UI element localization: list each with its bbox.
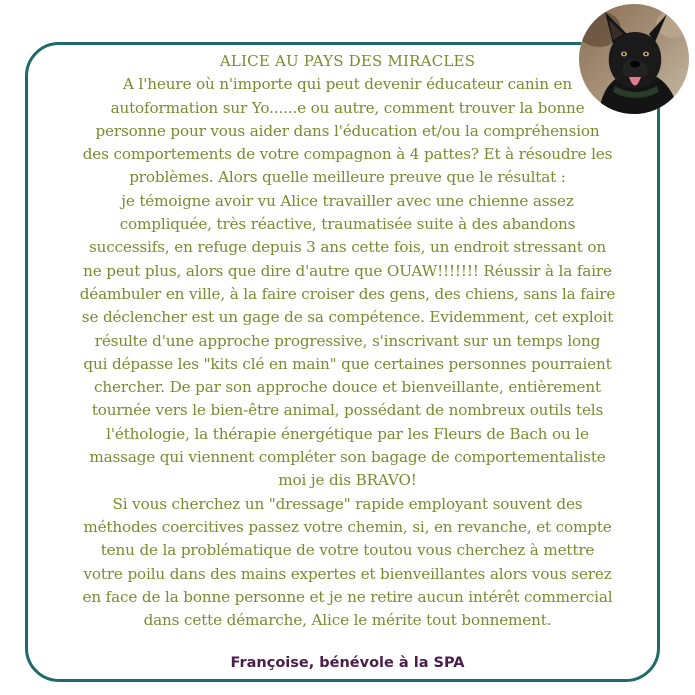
testimonial-line: compliquée, très réactive, traumatisée suite à des abandons <box>119 215 576 234</box>
testimonial-line: déambuler en ville, à la faire croiser des gens, des chiens, sans la faire <box>79 284 616 303</box>
testimonial-line: personne pour vous aider dans l'éducation et/ou la compréhension <box>95 121 600 140</box>
testimonial-line: autoformation sur Yo......e ou autre, comment trouver la bonne <box>110 98 585 117</box>
testimonial-line: A l'heure où n'importe qui peut devenir éducateur canin en <box>123 75 572 94</box>
testimonial-line: problèmes. Alors quelle meilleure preuve que le résultat : <box>129 168 566 187</box>
testimonial-line: des comportements de votre compagnon à 4 pattes? Et à résoudre les <box>82 145 613 164</box>
testimonial-line: résulte d'une approche progressive, s'inscrivant sur un temps long <box>94 331 601 350</box>
testimonial-line: dans cette démarche, Alice le mérite tout bonnement. <box>143 611 552 630</box>
testimonial-line: méthodes coercitives passez votre chemin, si, en revanche, et compte <box>83 517 612 536</box>
testimonial-line: en face de la bonne personne et je ne retire aucun intérêt commercial <box>82 587 613 606</box>
testimonial-line: moi je dis BRAVO! <box>278 471 417 490</box>
testimonial-line: successifs, en refuge depuis 3 ans cette fois, un endroit stressant on <box>88 238 607 257</box>
testimonial-line: ne peut plus, alors que dire d'autre que OUAW!!!!!!! Réussir à la faire <box>83 261 612 280</box>
testimonial-line: votre poilu dans des mains expertes et bienveillantes alors vous serez <box>83 564 612 583</box>
dog-photo-icon <box>579 4 689 114</box>
testimonial-line: Si vous cherchez un "dressage" rapide employant souvent des <box>112 494 583 513</box>
testimonial-signature: Françoise, bénévole à la SPA <box>230 655 465 671</box>
testimonial-line: massage qui viennent compléter son bagage de comportementaliste <box>89 448 606 467</box>
testimonial-text <box>0 50 695 632</box>
testimonial-line: je témoigne avoir vu Alice travailler avec une chienne assez <box>121 191 574 210</box>
testimonial-line: chercher. De par son approche douce et bienveillante, entièrement <box>94 378 601 397</box>
testimonial-line: tenu de la problématique de votre toutou vous cherchez à mettre <box>100 541 595 560</box>
testimonial-line: l'éthologie, la thérapie énergétique par les Fleurs de Bach ou le <box>106 424 589 443</box>
avatar <box>579 4 689 114</box>
testimonial-line: tournée vers le bien-être animal, possédant de nombreux outils tels <box>91 401 604 420</box>
testimonial-title: ALICE AU PAYS DES MIRACLES <box>219 52 476 70</box>
testimonial-line: qui dépasse les "kits clé en main" que certaines personnes pourraient <box>83 354 612 373</box>
testimonial-line: se déclencher est un gage de sa compétence. Evidemment, cet exploit <box>81 308 614 327</box>
